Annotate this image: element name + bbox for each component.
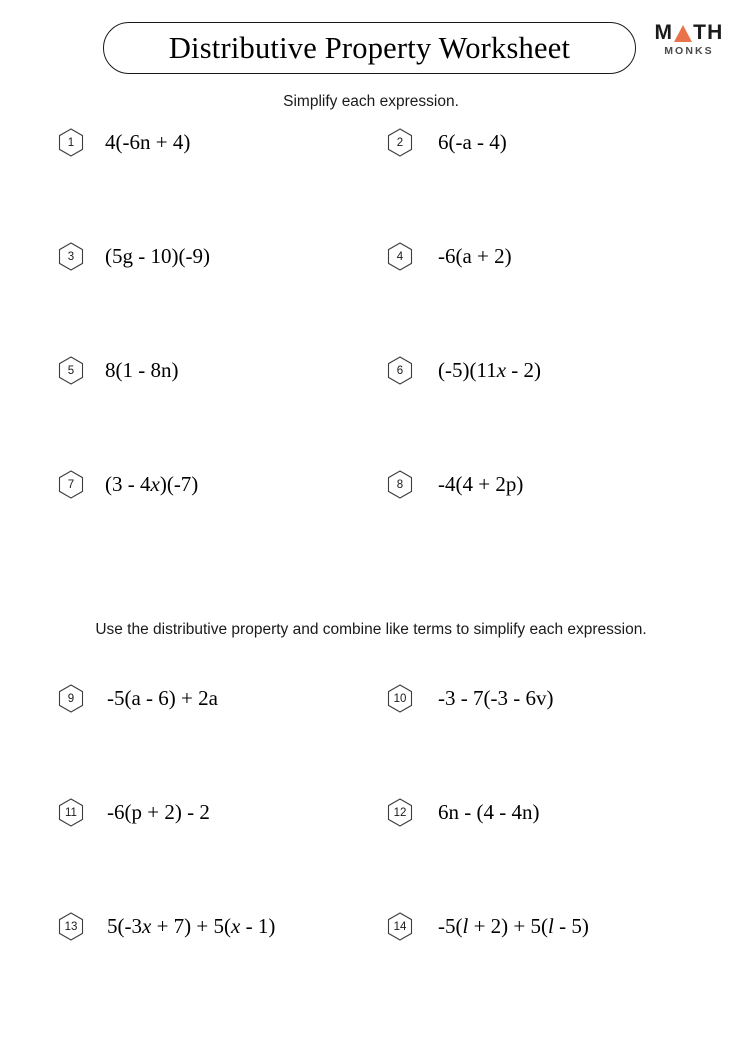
hexagon-badge-icon [58, 912, 84, 941]
problem-item-2 [372, 128, 742, 242]
problem-expression: 6(-a - 4) [438, 130, 507, 154]
problem-row [0, 798, 742, 912]
problem-expression: 4(-6n + 4) [105, 130, 191, 154]
problem-row [0, 356, 742, 470]
problem-grid-section-1 [0, 128, 742, 584]
problem-item-11 [0, 798, 372, 912]
problem-expression: (-5)(11x - 2) [438, 358, 542, 382]
problem-number: 11 [65, 806, 77, 819]
problem-item-13 [0, 912, 372, 1026]
problem-row [0, 128, 742, 242]
hexagon-badge-icon [387, 684, 413, 713]
problem-number: 12 [393, 806, 407, 819]
problem-number: 7 [67, 478, 75, 491]
logo-letters-th: TH [693, 21, 724, 44]
problem-row [0, 912, 742, 1026]
problem-expression: -3 - 7(-3 - 6v) [438, 686, 554, 710]
problem-item-7 [0, 470, 372, 584]
hexagon-badge-icon [387, 242, 413, 271]
problem-number: 3 [67, 250, 75, 263]
hexagon-badge-icon [387, 798, 413, 827]
logo-wordmark-math [648, 22, 730, 43]
instruction-section-1: Simplify each expression. [283, 93, 459, 110]
hexagon-badge-icon [387, 356, 413, 385]
problem-item-8 [372, 470, 742, 584]
problem-number: 10 [393, 692, 407, 705]
instruction-section-2: Use the distributive property and combine like terms to simplify each expression. [95, 621, 647, 638]
hexagon-badge-icon [387, 470, 413, 499]
problem-number: 2 [396, 136, 404, 149]
hexagon-badge-icon [58, 356, 84, 385]
hexagon-badge-icon [58, 128, 84, 157]
math-monks-logo [648, 22, 730, 57]
problem-number: 1 [67, 136, 75, 149]
hexagon-badge-icon [58, 798, 84, 827]
logo-triangle-icon [674, 25, 692, 42]
problem-item-5 [0, 356, 372, 470]
page-header [0, 0, 742, 86]
problem-number: 13 [64, 920, 78, 933]
problem-number: 6 [396, 364, 404, 377]
logo-letter-m: M [654, 21, 674, 44]
problem-number: 14 [393, 920, 407, 933]
problem-expression: 5(-3x + 7) + 5(x - 1) [107, 914, 276, 938]
problem-item-14 [372, 912, 742, 1026]
hexagon-badge-icon [387, 128, 413, 157]
problem-grid-section-2 [0, 684, 742, 1026]
logo-wordmark-monks: MONKS [664, 45, 714, 57]
problem-row [0, 242, 742, 356]
hexagon-badge-icon [58, 470, 84, 499]
problem-expression: -4(4 + 2p) [438, 472, 524, 496]
problem-expression: -6(a + 2) [438, 244, 512, 268]
problem-expression: -5(a - 6) + 2a [107, 686, 218, 710]
problem-expression: (5g - 10)(-9) [105, 244, 210, 268]
problem-expression: -5(l + 2) + 5(l - 5) [438, 914, 589, 938]
problem-row [0, 470, 742, 584]
problem-number: 4 [396, 250, 404, 263]
problem-number: 8 [396, 478, 404, 491]
page-title: Distributive Property Worksheet [168, 30, 571, 65]
problem-item-3 [0, 242, 372, 356]
title-pill [103, 22, 636, 74]
problem-item-10 [372, 684, 742, 798]
problem-expression: 6n - (4 - 4n) [438, 800, 540, 824]
hexagon-badge-icon [58, 684, 84, 713]
problem-row [0, 684, 742, 798]
problem-item-1 [0, 128, 372, 242]
problem-expression: (3 - 4x)(-7) [105, 472, 199, 496]
problem-number: 9 [67, 692, 75, 705]
problem-item-12 [372, 798, 742, 912]
hexagon-badge-icon [387, 912, 413, 941]
problem-expression: 8(1 - 8n) [105, 358, 179, 382]
hexagon-badge-icon [58, 242, 84, 271]
problem-item-9 [0, 684, 372, 798]
problem-number: 5 [67, 364, 75, 377]
problem-item-6 [372, 356, 742, 470]
problem-expression: -6(p + 2) - 2 [107, 800, 210, 824]
problem-item-4 [372, 242, 742, 356]
